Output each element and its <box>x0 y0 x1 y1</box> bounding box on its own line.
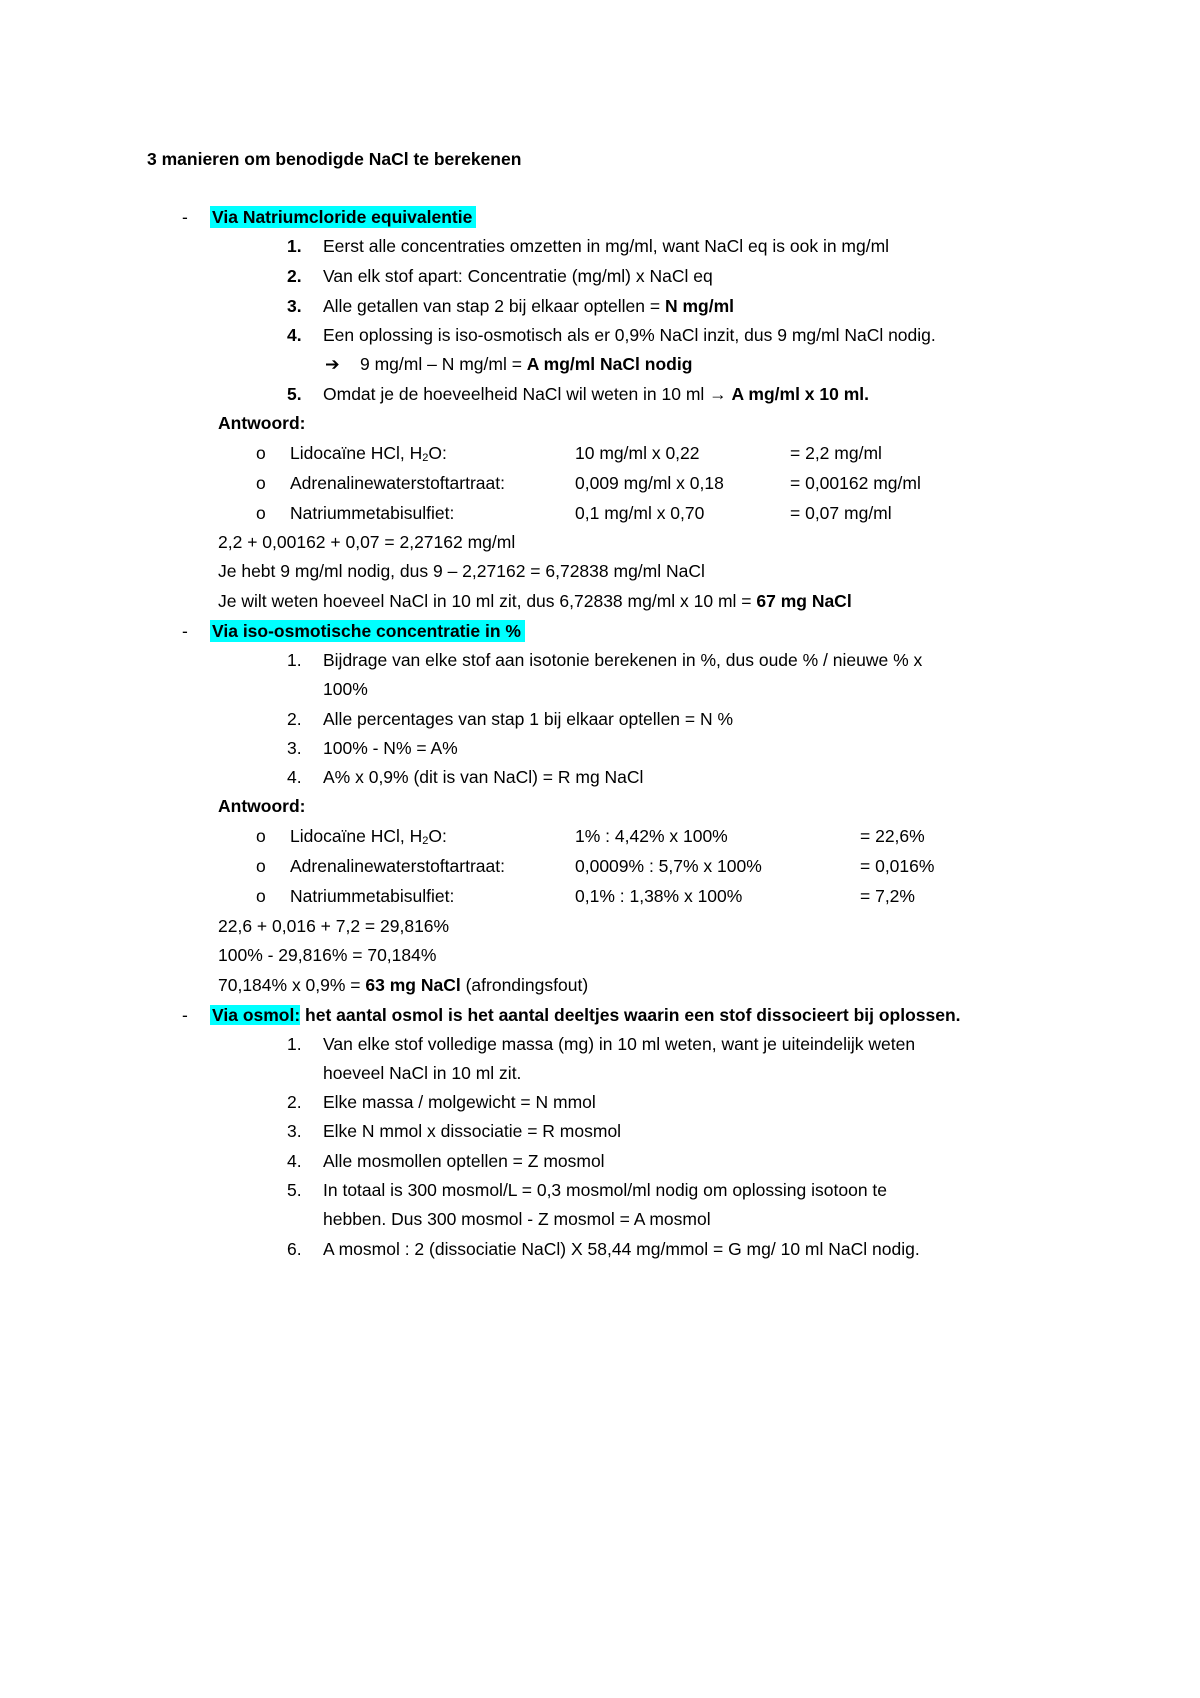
sum-line: 22,6 + 0,016 + 7,2 = 29,816% <box>218 916 450 936</box>
final-line: 70,184% x 0,9% = 63 mg NaCl (afrondingsfout) <box>218 975 589 995</box>
section-3-heading: Via osmol: <box>212 1005 301 1025</box>
diff-line: 100% - 29,816% = 70,184% <box>218 945 437 965</box>
section-1-heading: Via Natriumcloride equivalentie <box>210 206 476 228</box>
bullet-dash: - <box>182 207 188 227</box>
bullet-dash: - <box>182 621 188 641</box>
list-item-continued: hebben. Dus 300 mosmol - Z mosmol = A mosmol <box>323 1209 711 1229</box>
need-line: Je hebt 9 mg/ml nodig, dus 9 – 2,27162 = 6,72838 mg/ml NaCl <box>218 561 705 581</box>
list-item-continued: hoeveel NaCl in 10 ml zit. <box>323 1063 522 1083</box>
section-2-heading: Via iso-osmotische concentratie in % <box>210 620 525 642</box>
answer-label: Antwoord: <box>218 413 306 433</box>
document-title: 3 manieren om benodigde NaCl te berekenen <box>147 149 522 169</box>
document-page: 3 manieren om benodigde NaCl te berekenen - Via Natriumcloride equivalentie 1. Eerst alle concentraties omzetten in mg/ml, want NaCl eq is ook in mg/ml 2. Van elk stof apart: Concentratie (mg/ml) x NaCl eq 3. Alle getallen van stap 2 bij elkaar optellen = N mg/ml 4. Een oplossing is iso-osmotisch als er 0,9% NaCl inzit, dus 9 mg/ml NaCl nodig. ➔ 9 mg/ml – N mg/ml = A mg/ml NaCl nodig 5. Omdat je de hoeveelheid NaCl wil weten in 10 ml → A mg/ml x 10 ml. Antwoord: o Lidocaïne HCl, $H_2O$: 10 mg/ml x 0,22 = 2,2 mg/ml o Adrenalinewaterstoftartraat: 0,009 mg/ml x 0,18 = 0,00162 mg/ml o Natriummetabisulfiet: 0,1 mg/ml x 0,70 = 0,07 mg/ml 2,2 + 0,00162 + 0,07 = 2,27162 mg/ml Je hebt 9 mg/ml nodig, dus 9 – 2,27162 = 6,72838 mg/ml NaCl Je wilt weten hoeveel NaCl in 10 ml zit, dus 6,72838 mg/ml x 10 ml = 67 mg NaCl - Via iso-osmotische concentratie in % 1. Bijdrage van elke stof aan isotonie berekenen in %, dus oude % / nieuwe % x 100% 2. Alle percentages van stap 1 bij elkaar optellen = N % 3. 100% - N% = A% 4. A% x 0,9% (dit is van NaCl) = R mg NaCl Antwoord: o Lidocaïne HCl, $H_2O$: 1% : 4,42% x 100% = 22,6% o Adrenalinewaterstoftartraat: 0,0009% : 5,7% x 100% = 0,016% o Natriummetabisulfiet: 0,1% : 1,38% x 100% = 7,2% 22,6 + 0,016 + 7,2 = 29,816% 100% - 29,816% = 70,184% 70,184% x 0,9% = 63 mg NaCl (afrondingsfout) - Via osmol: het aantal osmol is het aantal deeltjes waarin een stof dissocieert bij oplossen. 1. Van elke stof volledige massa (mg) in 10 ml weten, want je uiteindelijk weten hoeveel NaCl in 10 ml zit. 2. Elke massa / molgewicht = N mmol 3. Elke N mmol x dissociatie = R mosmol 4. Alle mosmollen optellen = Z mosmol 5. In totaal is 300 mosmol/L = 0,3 mosmol/ml nodig om oplossing isotoon te hebben. Dus 300 mosmol - Z mosmol = A mosmol 6. A mosmol : 2 (dissociatie NaCl) X 58,44 mg/mmol = G mg/ 10 ml NaCl nodig. <box>147 149 961 1259</box>
section-3-heading-rest: het aantal osmol is het aantal deeltjes waarin een stof dissocieert bij oplossen. <box>300 1005 961 1025</box>
sum-line: 2,2 + 0,00162 + 0,07 = 2,27162 mg/ml <box>218 532 516 552</box>
arrow-right-icon: → <box>709 384 727 404</box>
final-line: Je wilt weten hoeveel NaCl in 10 ml zit, dus 6,72838 mg/ml x 10 ml = 67 mg NaCl <box>218 591 852 611</box>
list-item-continued: 100% <box>323 679 368 699</box>
answer-label: Antwoord: <box>218 796 306 816</box>
bullet-dash: - <box>182 1005 188 1025</box>
arrow-right-icon: ➔ <box>325 354 340 374</box>
